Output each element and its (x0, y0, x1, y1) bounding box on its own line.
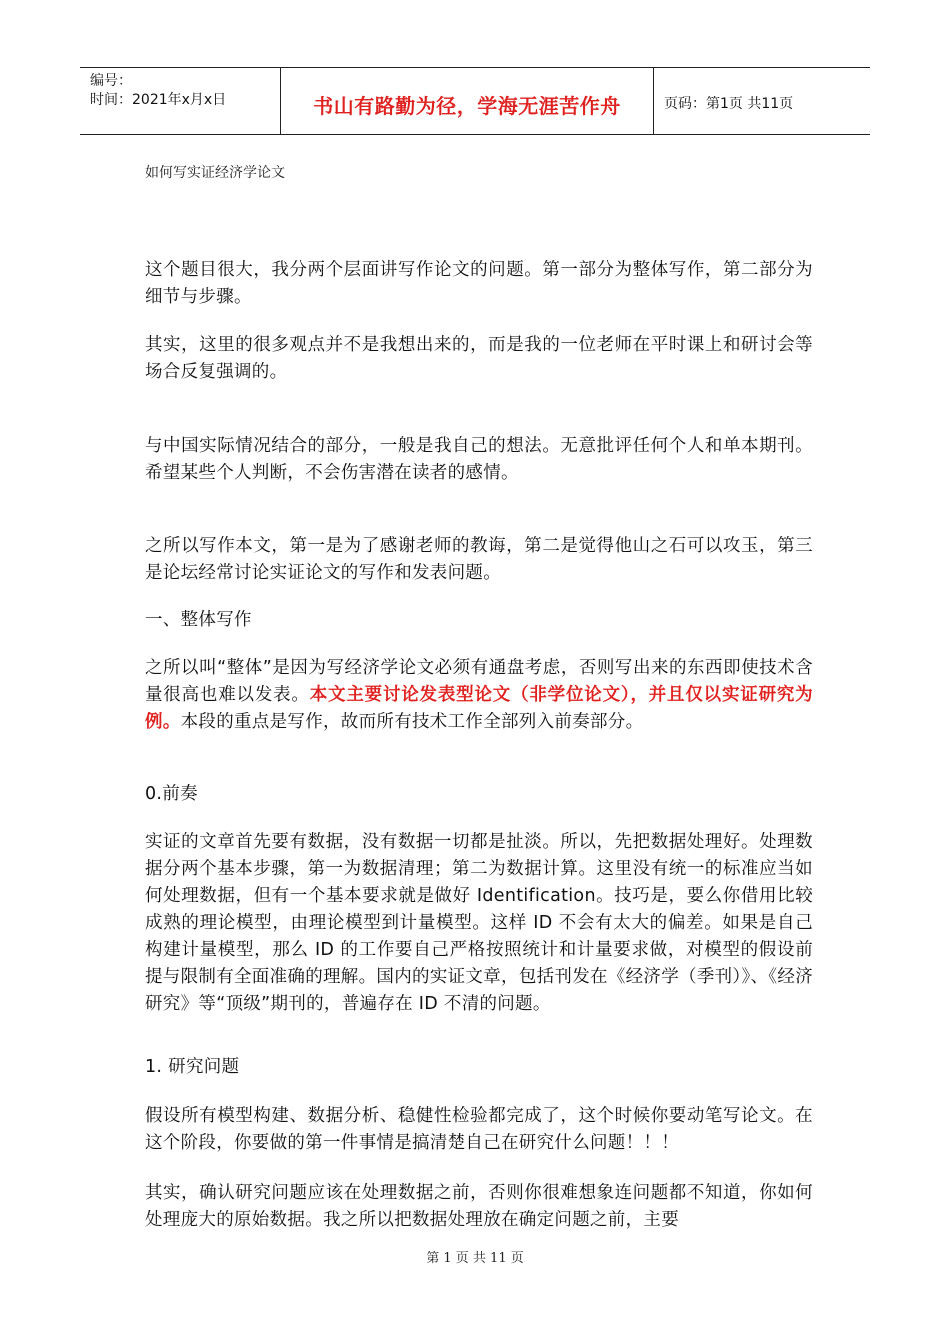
header-table (80, 67, 870, 135)
paragraph-3: 与中国实际情况结合的部分，一般是我自己的想法。无意批评任何个人和单本期刊。希望某些个人判断，不会伤害潜在读者的感情。 (145, 436, 813, 483)
paragraph-5-text-a: 之所以叫“整体”是因为写经济学论文必须有通盘考虑，否则写出来的东西即使技术含量很高也难以发表。 (145, 658, 813, 705)
page-footer: 第 1 页 共 11 页 (426, 1251, 524, 1266)
paragraph-5-highlight: 本文主要讨论发表型论文（非学位论文），并且仅以实证研究为例。 (145, 685, 813, 732)
time-label: 时间：2021年x月x日 (90, 92, 227, 108)
paragraph-5 (145, 655, 813, 736)
header-motto: 书山有路勤为径，学海无涯苦作舟 (281, 68, 654, 134)
header-left-cell (80, 68, 281, 134)
paragraph-1: 这个题目很大，我分两个层面讲写作论文的问题。第一部分为整体写作，第二部分为细节与步骤。 (145, 260, 813, 307)
document-title: 如何写实证经济学论文 (145, 165, 285, 181)
paragraph-4: 之所以写作本文，第一是为了感谢老师的教诲，第二是觉得他山之石可以攻玉，第三是论坛经常讨论实证论文的写作和发表问题。 (145, 536, 813, 583)
paragraph-5-text-b: 本段的重点是写作，故而所有技术工作全部列入前奏部分。 (180, 712, 644, 732)
paragraph-2: 其实，这里的很多观点并不是我想出来的，而是我的一位老师在平时课上和研讨会等场合反复强调的。 (145, 335, 813, 382)
paragraph-6: 实证的文章首先要有数据，没有数据一切都是扯淡。所以，先把数据处理好。处理数据分两个基本步骤，第一为数据清理；第二为数据计算。这里没有统一的标准应当如何处理数据，但有一个基本要求就是做好 Identification。技巧是，要么你借用比较成熟的理论模型，由理论模型到计量模型。这样 ID 不会有太大的偏差。如果是自己构建计量模型，那么 ID 的工作要自己严格按照统计和计量要求做，对模型的假设前提与限制有全面准确的理解。国内的实证文章，包括刊发在《经济学（季刊）》、《经济研究》等“顶级”期刊的，普遍存在 ID 不清的问题。 (145, 832, 813, 1014)
section-heading-1: 一、整体写作 (145, 610, 252, 630)
section-heading-research-question: 1. 研究问题 (145, 1057, 240, 1077)
code-label: 编号： (90, 73, 132, 89)
paragraph-8: 其实，确认研究问题应该在处理数据之前，否则你很难想象连问题都不知道，你如何处理庞大的原始数据。我之所以把数据处理放在确定问题之前，主要 (145, 1183, 813, 1230)
header-page-label: 页码：第1页 共11页 (664, 96, 794, 112)
section-heading-0: 0.前奏 (145, 784, 198, 804)
paragraph-7: 假设所有模型构建、数据分析、稳健性检验都完成了，这个时候你要动笔写论文。在这个阶段，你要做的第一件事情是搞清楚自己在研究什么问题！！！ (145, 1106, 813, 1153)
